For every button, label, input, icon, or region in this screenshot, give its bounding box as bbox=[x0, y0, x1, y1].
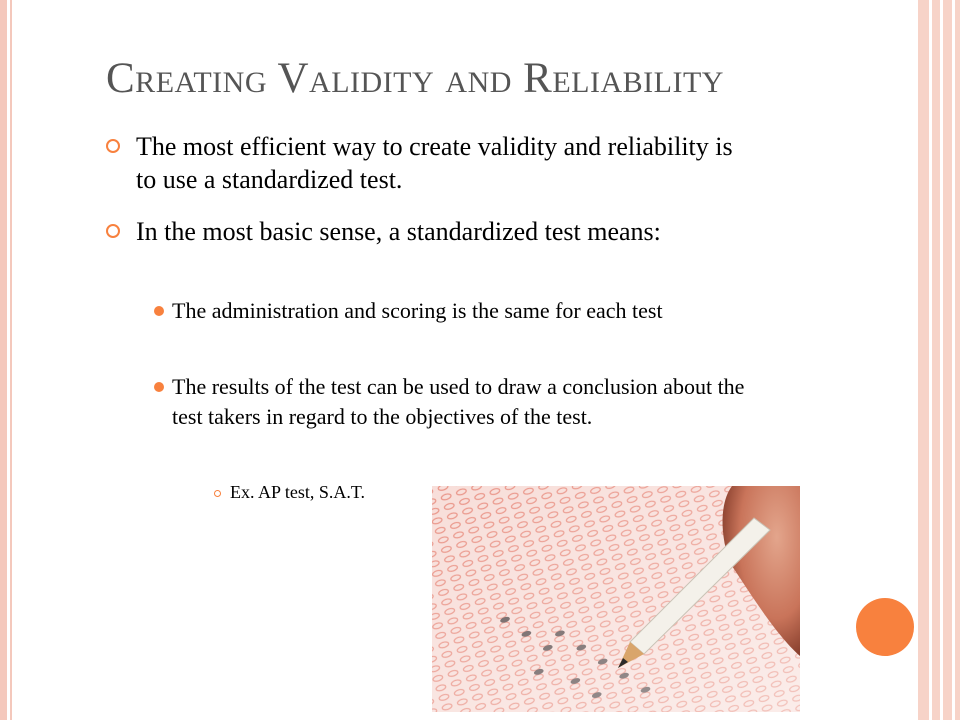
bullet-dot-icon bbox=[154, 382, 164, 392]
bullet-text: In the most basic sense, a standardized test means: bbox=[136, 217, 661, 246]
bullet-text: Ex. AP test, S.A.T. bbox=[230, 482, 366, 502]
bullet-level1 bbox=[136, 215, 756, 248]
frame-stripe bbox=[940, 0, 943, 720]
bullet-level1 bbox=[136, 130, 756, 196]
bullet-level2 bbox=[172, 296, 762, 326]
bullet-ring-icon bbox=[106, 224, 120, 238]
frame-stripe bbox=[929, 0, 932, 720]
slide-frame-right bbox=[918, 0, 960, 720]
pencil-on-answer-sheet-photo bbox=[432, 486, 800, 712]
bullet-dot-icon bbox=[154, 306, 164, 316]
bullet-level2 bbox=[172, 372, 762, 432]
bullet-small-ring-icon bbox=[214, 490, 221, 497]
accent-circle bbox=[856, 598, 914, 656]
answer-sheet-illustration bbox=[432, 486, 800, 712]
slide-frame-left bbox=[0, 0, 7, 720]
frame-stripe bbox=[952, 0, 955, 720]
bullet-text: The results of the test can be used to draw a conclusion about the test takers in regard to the objectives of the test. bbox=[172, 374, 745, 429]
bullet-text: The administration and scoring is the same for each test bbox=[172, 298, 663, 323]
slide-title: Creating Validity and Reliability bbox=[106, 55, 724, 102]
bullet-ring-icon bbox=[106, 139, 120, 153]
bullet-text: The most efficient way to create validity and reliability is to use a standardized test. bbox=[136, 132, 733, 194]
slide-frame-left-line bbox=[10, 0, 12, 720]
